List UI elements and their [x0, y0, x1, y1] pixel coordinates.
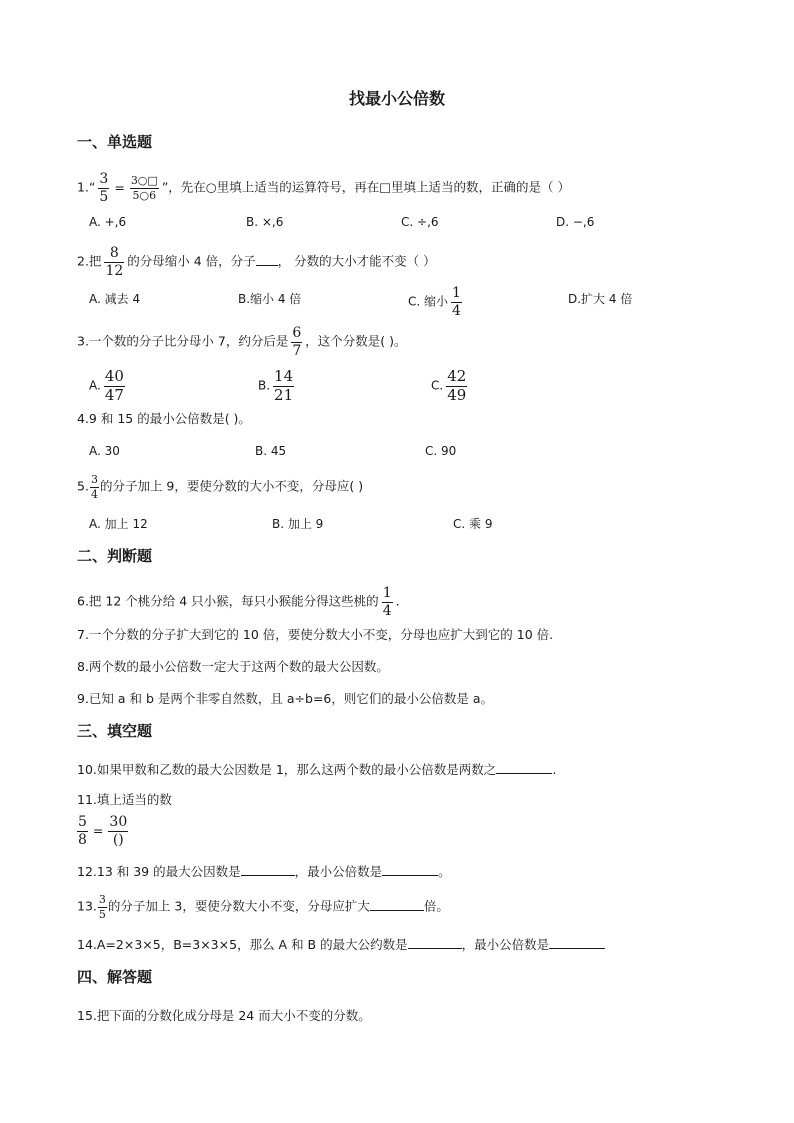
- q3-suffix: ，这个分数是( )。: [305, 333, 407, 349]
- q5-option-b[interactable]: B. 加上 9: [272, 517, 324, 531]
- q13-text: 的分子加上 3，要使分数大小不变，分母应扩大: [107, 898, 370, 914]
- question-3: [77, 326, 407, 358]
- q3-option-b[interactable]: [258, 369, 297, 403]
- q1-fraction-left: $\frac{3}{5}$: [99, 171, 109, 205]
- q14-text: 14.A=2×3×5，B=3×3×5，那么 A 和 B 的最大公约数是: [77, 937, 408, 952]
- question-6: [77, 586, 400, 618]
- q3-option-a-fraction: $\frac{40}{47}$: [104, 367, 124, 404]
- q14-lcm-blank[interactable]: [549, 948, 605, 949]
- q5-option-c[interactable]: C. 乘 9: [453, 517, 493, 531]
- q2-option-d[interactable]: D.扩大 4 倍: [568, 292, 633, 306]
- question-10: [77, 760, 556, 780]
- q2-answer-blank[interactable]: [256, 265, 278, 266]
- q6-text: 6.把 12 个桃分给 4 只小猴，每只小猴能分得这些桃的: [77, 593, 379, 609]
- question-9: 9.已知 a 和 b 是两个非零自然数，且 a÷b=6，则它们的最小公倍数是 a。: [77, 691, 494, 706]
- q4-option-a[interactable]: A. 30: [89, 444, 120, 458]
- question-2: [77, 246, 436, 278]
- q1-option-d[interactable]: D. −,6: [556, 215, 595, 229]
- q5-number: 5.: [77, 478, 89, 494]
- q6-fraction: $\frac{1}{4}$: [382, 585, 392, 619]
- q1-number: 1.“: [77, 179, 96, 195]
- q10-period: .: [552, 762, 557, 777]
- question-1: [77, 172, 570, 204]
- q14-middle: ，最小公倍数是: [461, 937, 550, 952]
- q11-equation: [77, 815, 131, 847]
- q6-period: .: [395, 593, 400, 609]
- q2-option-a[interactable]: A. 减去 4: [89, 292, 141, 306]
- q2-middle: 的分母缩小 4 倍，分子: [127, 253, 256, 269]
- q1-option-c[interactable]: C. ÷,6: [401, 215, 439, 229]
- q3-option-b-label: B.: [258, 378, 271, 393]
- q5-option-a[interactable]: A. 加上 12: [89, 517, 148, 531]
- q2-option-c-label: C. 缩小: [408, 294, 449, 309]
- question-14: [77, 935, 605, 955]
- q12-text: 12.13 和 39 的最大公因数是: [77, 864, 241, 879]
- q3-option-a-label: A.: [89, 378, 101, 393]
- question-11: 11.填上适当的数: [77, 792, 172, 807]
- question-15: 15.把下面的分数化成分母是 24 而大小不变的分数。: [77, 1008, 371, 1023]
- q1-equals-sign: =: [114, 180, 125, 195]
- q11-fraction-right[interactable]: $\frac{30}{()}$: [109, 814, 128, 848]
- q3-prefix: 3.一个数的分子比分母小 7，约分后是: [77, 333, 289, 349]
- q2-option-c-fraction: $\frac{1}{4}$: [452, 285, 461, 319]
- q13-fraction: $\frac{3}{5}$: [98, 893, 106, 921]
- q10-text: 10.如果甲数和乙数的最大公因数是 1，那么这两个数的最小公倍数是两数之: [77, 762, 497, 777]
- q2-option-c[interactable]: [408, 286, 465, 318]
- q4-option-b[interactable]: B. 45: [255, 444, 287, 458]
- q3-fraction: $\frac{6}{7}$: [292, 325, 302, 359]
- section-heading-single-choice: 一、单选题: [77, 133, 153, 151]
- q3-option-c-fraction: $\frac{42}{49}$: [447, 367, 467, 404]
- q13-number: 13.: [77, 898, 97, 914]
- q3-option-a[interactable]: [89, 369, 128, 403]
- q12-end: 。: [438, 864, 451, 879]
- q13-end: 倍。: [423, 898, 449, 914]
- q4-option-c[interactable]: C. 90: [425, 444, 457, 458]
- q12-gcd-blank[interactable]: [241, 875, 295, 876]
- question-8: 8.两个数的最小公倍数一定大于这两个数的最大公因数。: [77, 659, 389, 674]
- q10-answer-blank[interactable]: [496, 773, 552, 774]
- q1-option-b[interactable]: B. ×,6: [246, 215, 284, 229]
- q12-middle: ，最小公倍数是: [294, 864, 383, 879]
- q2-prefix: 2.把: [77, 253, 102, 269]
- q2-suffix: ， 分数的大小才能不变（ ）: [277, 253, 436, 269]
- q1-fraction-right: $\frac{3○□}{5○6}$: [130, 174, 158, 202]
- question-13: [77, 894, 449, 920]
- q3-option-c-label: C.: [431, 378, 444, 393]
- q11-fraction-left: $\frac{5}{8}$: [78, 814, 87, 848]
- q1-text: ”，先在○里填上适当的运算符号，再在□里填上适当的数，正确的是（ ）: [161, 179, 570, 195]
- q12-lcm-blank[interactable]: [382, 875, 438, 876]
- question-5: [77, 474, 363, 500]
- page-title: 找最小公倍数: [348, 89, 445, 108]
- question-4: 4.9 和 15 的最小公倍数是( )。: [77, 411, 251, 426]
- q5-fraction: $\frac{3}{4}$: [90, 473, 98, 501]
- question-7: 7.一个分数的分子扩大到它的 10 倍，要使分数大小不变，分母也应扩大到它的 10 倍.: [77, 627, 554, 642]
- section-heading-answer: 四、解答题: [77, 968, 153, 986]
- section-heading-true-false: 二、判断题: [77, 547, 153, 565]
- q1-option-a[interactable]: A. +,6: [89, 215, 127, 229]
- q14-gcd-blank[interactable]: [408, 948, 462, 949]
- question-12: [77, 862, 451, 882]
- q3-option-c[interactable]: [431, 369, 470, 403]
- q5-text: 的分子加上 9，要使分数的大小不变，分母应( ): [99, 478, 364, 494]
- section-heading-fill-blank: 三、填空题: [77, 722, 153, 740]
- q13-answer-blank[interactable]: [370, 910, 424, 911]
- q11-equals-sign: =: [92, 823, 104, 838]
- q3-option-b-fraction: $\frac{14}{21}$: [274, 367, 294, 404]
- q2-option-b[interactable]: B.缩小 4 倍: [238, 292, 302, 306]
- q2-fraction: $\frac{8}{12}$: [105, 245, 124, 279]
